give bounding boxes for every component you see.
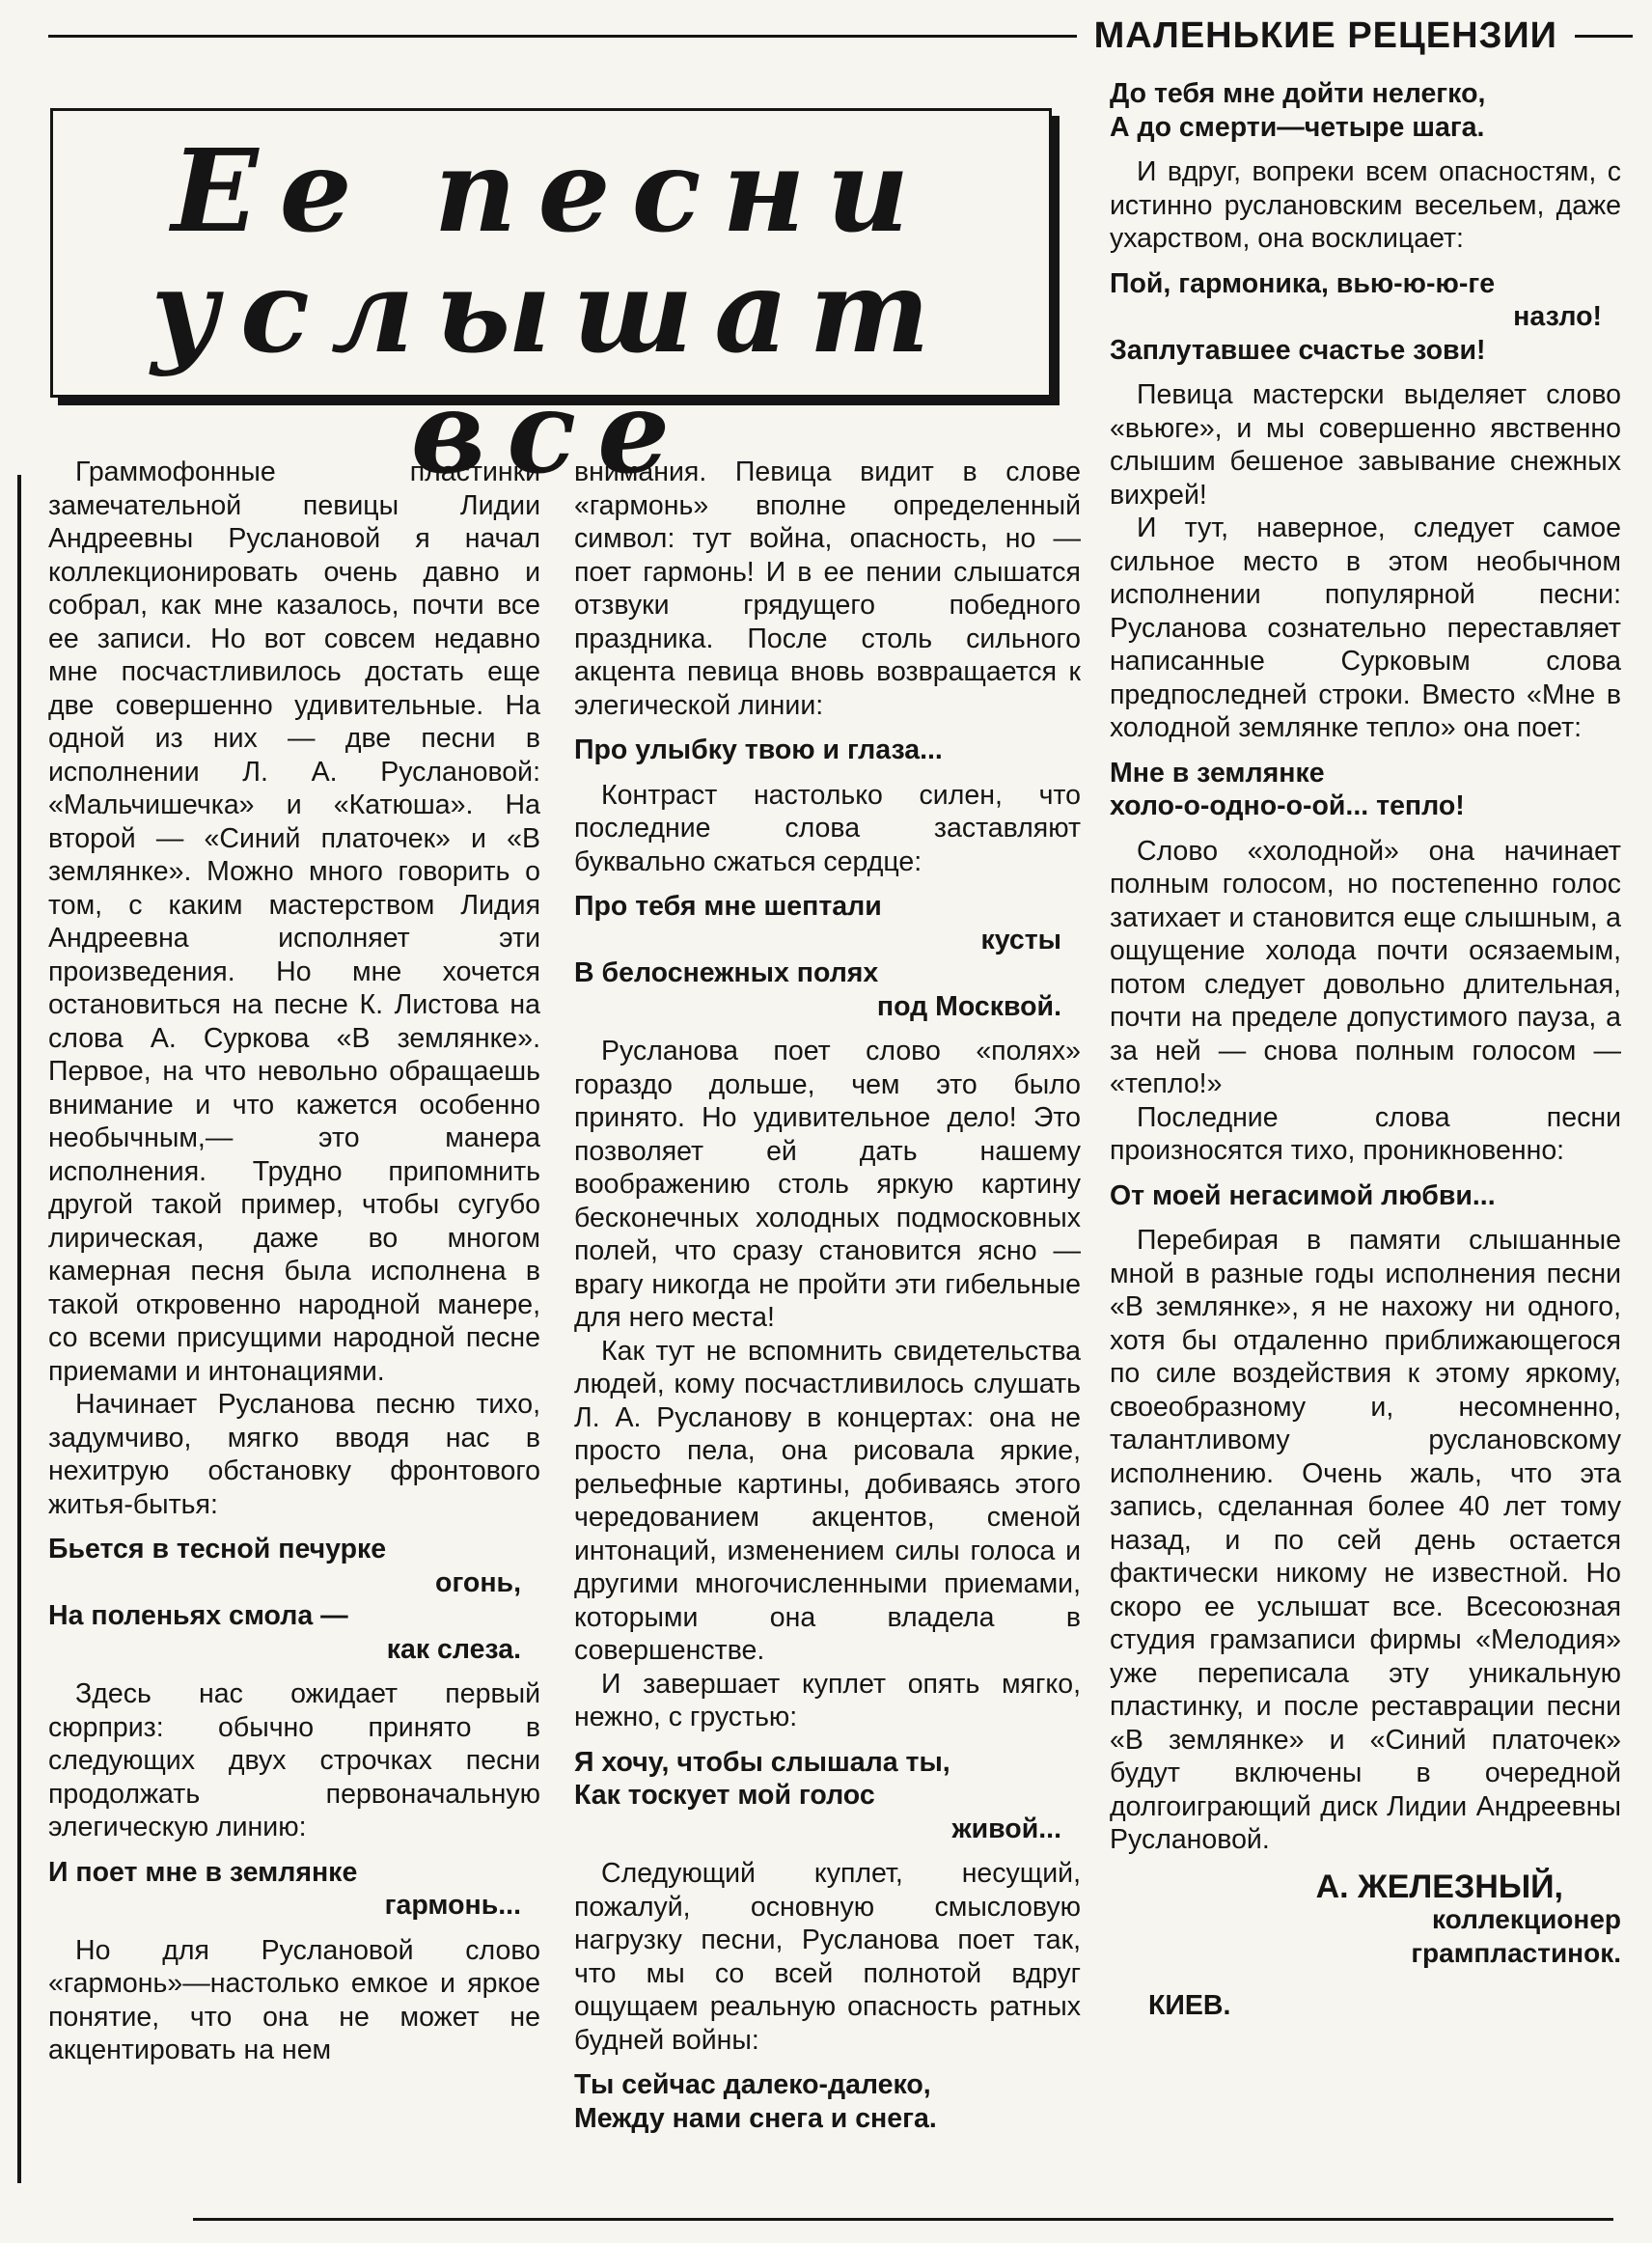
verse-line: огонь, bbox=[435, 1566, 521, 1598]
paragraph: внимания. Певица видит в слове «гармонь» вполне определенный символ: тут война, опасность, но — поет гармонь! И в ее пении слышатся отзвуки грядущего победного праздника. После столь сильного акцента певица вновь возвращается к элегической линии: bbox=[574, 457, 1081, 721]
paragraph: Как тут не вспомнить свидетельства людей, кому посчастливилось слушать Л. А. Русланову в концертах: она не просто пела, она рисовала яркие, рельефные картины, добиваясь этого чередованием акцентов, сменой интонаций, изменением силы голоса и другими многочисленными приемами, которыми она владела в совершенстве. bbox=[574, 1335, 1081, 1666]
dateline-city: КИЕВ. bbox=[1148, 1990, 1231, 2021]
verse-line: холо-о-одно-о-ой... тепло! bbox=[1110, 790, 1465, 821]
verse-line: Заплутавшее счастье зови! bbox=[1110, 334, 1486, 366]
verse-line: Ты сейчас далеко-далеко, bbox=[574, 2069, 931, 2100]
verse-line: В белоснежных полях bbox=[574, 957, 879, 988]
verse-line: Бьется в тесной печурке bbox=[48, 1534, 387, 1565]
verse-quote bbox=[574, 734, 1081, 767]
paragraph: И тут, наверное, следует самое сильное место в этом необычном исполнении популярной песни: Русланова сознательно переставляет написанные Сурковым слова предпоследней строки. Вместо «Мне в холодной землянке тепло» она поет: bbox=[1110, 512, 1621, 743]
verse-line: Про тебя мне шептали bbox=[574, 891, 882, 922]
author-name: А. ЖЕЛЕЗНЫЙ, bbox=[1315, 1868, 1563, 1905]
paragraph: Следующий куплет, несущий, пожалуй, основную смысловую нагрузку песни, Русланова поет так, что мы со всей полнотой вдруг ощущаем реальную опасность ратных будней войны: bbox=[574, 1858, 1081, 2056]
verse-line: Как тоскует мой голос bbox=[574, 1780, 875, 1811]
verse-line: И поет мне в землянке bbox=[48, 1856, 358, 1888]
verse-line: От моей негасимой любви... bbox=[1110, 1179, 1496, 1211]
verse-line: кусты bbox=[980, 924, 1061, 955]
verse-quote bbox=[1110, 267, 1621, 368]
verse-line: Про улыбку твою и глаза... bbox=[574, 734, 943, 765]
verse-quote bbox=[574, 890, 1081, 1023]
paragraph: Здесь нас ожидает первый сюрприз: обычно принято в следующих двух строчках песни продолжать первоначальную элегическую линию: bbox=[48, 1678, 540, 1842]
bottom-rule bbox=[193, 2218, 1613, 2221]
verse-line: как слеза. bbox=[386, 1633, 521, 1665]
verse-line: гармонь... bbox=[384, 1890, 521, 1921]
paragraph: Русланова поет слово «полях» гораздо дольше, чем это было принято. Но удивительное дело! Это позволяет ей дать нашему воображению столь яркую картину бесконечных холодных подмосковных полей, что сразу становится ясно — врагу никогда не пройти эти гибельные для него места! bbox=[574, 1036, 1081, 1333]
paragraph: И завершает куплет опять мягко, нежно, с грустью: bbox=[574, 1668, 1081, 1732]
paragraph: Но для Руслановой слово «гармонь»—настолько емкое и яркое понятие, что она не может не акцентировать на нем bbox=[48, 1934, 540, 2065]
verse-quote bbox=[1110, 757, 1621, 823]
verse-line: Мне в землянке bbox=[1110, 757, 1325, 789]
paragraph: Перебирая в памяти слышанные мной в разные годы исполнения песни «В землянке», я не нахожу ни одного, хотя бы отдаленно приближающегося по силе воздействия к этому яркому, своеобразному и, несомненно, талантливому руслановскому исполнению. Очень жаль, что эта запись, сделанная более 40 лет тому назад, и по сей день остается фактически никому не известной. Но скоро ее услышат все. Всесоюзная студия грамзаписи фирмы «Мелодия» уже переписала эту уникальную пластинку, и после реставрации песни «В землянке» и «Синий платочек» будут включены в очередной долгоиграющий диск Лидии Андреевны Руслановой. bbox=[1110, 1225, 1621, 1855]
signature-block bbox=[1110, 1870, 1621, 1971]
verse-quote bbox=[1110, 1179, 1621, 1213]
rubric-title: МАЛЕНЬКИЕ РЕЦЕНЗИИ bbox=[1093, 14, 1557, 56]
author-role: грампластинок. bbox=[1411, 1937, 1621, 1968]
rubric-rule-right bbox=[1575, 35, 1633, 38]
paragraph: Последние слова песни произносятся тихо, проникновенно: bbox=[1110, 1101, 1621, 1166]
verse-line: А до смерти—четыре шага. bbox=[1110, 111, 1485, 143]
headline-line-2: услышат все bbox=[151, 244, 951, 499]
rubric-rule-left bbox=[48, 35, 1077, 38]
paragraph: Контраст настолько силен, что последние слова заставляют буквально сжаться сердце: bbox=[574, 779, 1081, 877]
verse-line: назло! bbox=[1513, 301, 1602, 332]
verse-line: Я хочу, чтобы слышала ты, bbox=[574, 1746, 950, 1778]
paragraph: И вдруг, вопреки всем опасностям, с истинно руслановским весельем, даже ухарством, она восклицает: bbox=[1110, 156, 1621, 254]
column-3 bbox=[1110, 77, 1621, 2023]
verse-quote bbox=[574, 2068, 1081, 2135]
left-margin-rule bbox=[17, 475, 21, 2183]
verse-quote bbox=[574, 1746, 1081, 1846]
verse-line: под Москвой. bbox=[876, 990, 1061, 1022]
paragraph: Певица мастерски выделяет слово «вьюге», и мы совершенно явственно слышим бешеное завывание снежных вихрей! bbox=[1110, 379, 1621, 511]
verse-line: Пой, гармоника, вью-ю-ю-ге bbox=[1110, 267, 1496, 299]
verse-quote bbox=[48, 1533, 540, 1666]
verse-line: До тебя мне дойти нелегко, bbox=[1110, 78, 1486, 109]
column-1 bbox=[48, 456, 540, 2067]
column-2 bbox=[574, 456, 1081, 2146]
paragraph: Начинает Русланова песню тихо, задумчиво, мягко вводя нас в нехитрую обстановку фронтового житья-бытья: bbox=[48, 1389, 540, 1520]
verse-quote bbox=[1110, 77, 1621, 144]
author-role: коллекционер bbox=[1432, 1904, 1621, 1934]
paragraph: Слово «холодной» она начинает полным голосом, но постепенно голос затихает и становится еще слышным, а ощущение холода почти осязаемым, потом следует довольно длительная, почти на пределе допустимого пауза, а за ней — снова полным голосом — «тепло!» bbox=[1110, 835, 1621, 1099]
verse-line: Между нами снега и снега. bbox=[574, 2102, 937, 2134]
headline-box bbox=[50, 108, 1052, 499]
verse-line: На поленьях смола — bbox=[48, 1600, 348, 1631]
paragraph: Граммофонные пластинки замечательной певицы Лидии Андреевны Руслановой я начал коллекционировать очень давно и собрал, как мне казалось, почти все ее записи. Но вот совсем недавно мне посчастливилось достать еще две совершенно удивительные. На одной из них — две песни в исполнении Л. А. Руслановой: «Мальчишечка» и «Катюша». На второй — «Синий платочек» и «В землянке». Можно много говорить о том, с каким мастерством Лидия Андреевна исполняет эти произведения. Но мне хочется остановиться на песне К. Листова на слова А. Суркова «В землянке». Первое, на что невольно обращаешь внимание и что кажется особенно необычным,— это манера исполнения. Трудно припомнить другой такой пример, чтобы сугубо лирическая, даже во многом камерная песня была исполнена в такой откровенно народной манере, со всеми присущими народной песне приемами и интонациями. bbox=[48, 457, 540, 1387]
rubric-header bbox=[48, 12, 1633, 60]
verse-line: живой... bbox=[951, 1813, 1061, 1844]
headline-line-1: Ее песни bbox=[171, 124, 931, 258]
verse-quote bbox=[48, 1856, 540, 1923]
